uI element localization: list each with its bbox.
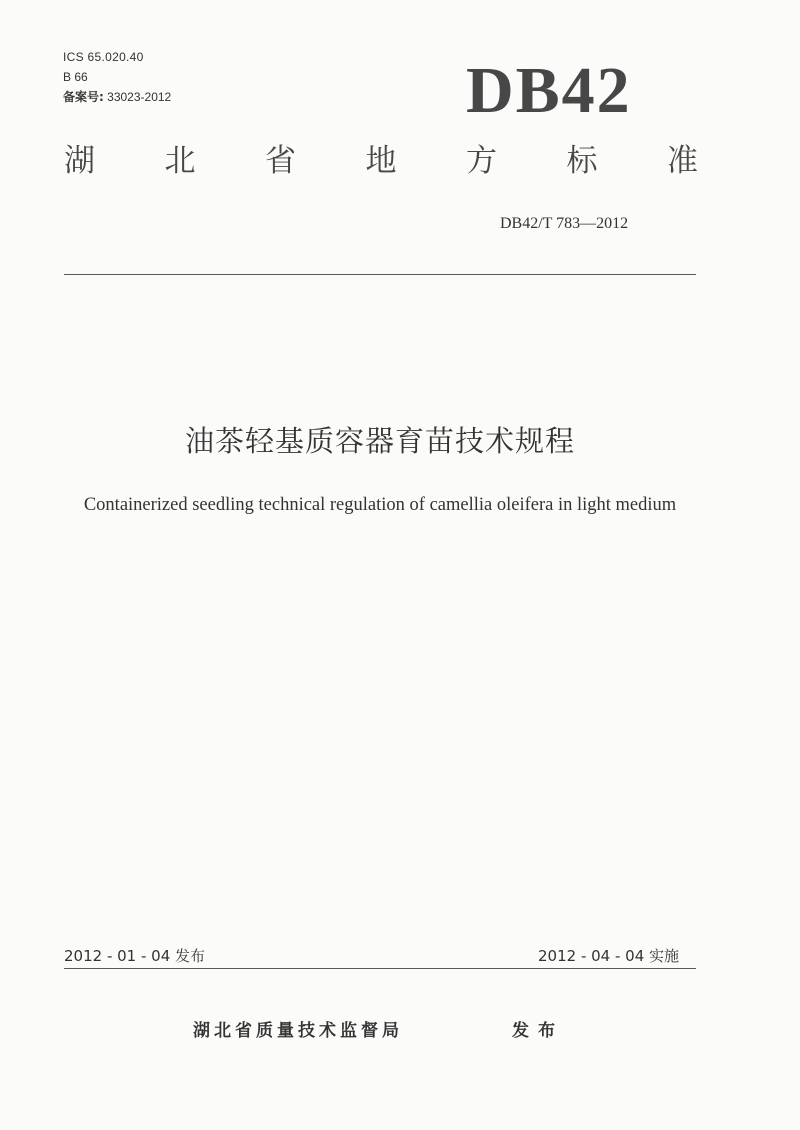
standard-type-char: 方 <box>466 143 497 179</box>
standard-type-char: 北 <box>164 143 196 179</box>
implementation-date: 2012 - 04 - 04 实施 <box>538 947 680 965</box>
document-title-english: Containerized seedling technical regulation of camellia oleifera in light medium <box>83 495 677 515</box>
footer-divider <box>64 968 696 969</box>
standard-number: DB42/T 783—2012 <box>500 215 629 232</box>
document-title-chinese: 油茶轻基质容器育苗技术规程 <box>184 424 575 458</box>
issuing-authority: 湖北省质量技术监督局 <box>193 1021 403 1041</box>
standard-type-char: 地 <box>365 143 397 179</box>
ccs-code: B 66 <box>63 70 88 84</box>
standard-type-title <box>64 143 698 179</box>
db42-logo: DB42 <box>466 54 632 127</box>
release-label: 发布 <box>512 1021 564 1041</box>
ics-code: ICS 65.020.40 <box>63 50 144 64</box>
standard-type-char: 湖 <box>64 143 95 179</box>
standard-type-char: 准 <box>667 143 698 179</box>
issue-date: 2012 - 01 - 04 发布 <box>64 947 206 965</box>
filing-value: 33023-2012 <box>107 90 172 104</box>
header-divider <box>64 274 696 275</box>
filing-number <box>63 91 171 103</box>
standard-type-char: 标 <box>566 143 598 179</box>
standard-type-char: 省 <box>265 143 296 179</box>
filing-label: 备案号: <box>63 90 104 104</box>
